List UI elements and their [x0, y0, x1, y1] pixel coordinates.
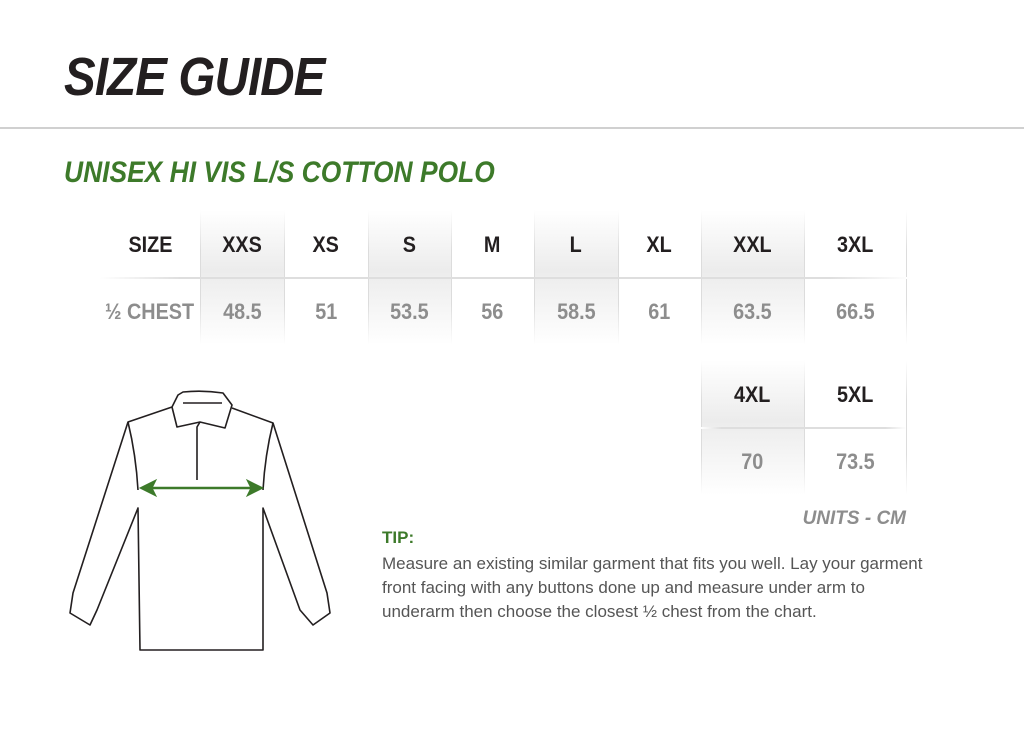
size-header-text: XS	[312, 232, 340, 257]
tip-text: Measure an existing similar garment that fits you well. Lay your garment front facing with any buttons done up and measure under arm to underarm then choose the closest ½ chest from the chart.	[382, 554, 923, 621]
size-header	[368, 212, 451, 278]
size-header-text: L	[569, 232, 583, 257]
size-header	[701, 362, 804, 428]
divider	[0, 127, 1024, 129]
chest-value	[701, 278, 804, 345]
chest-value-text: 66.5	[835, 298, 875, 324]
size-header-text: 3XL	[836, 232, 874, 257]
table-gridline	[100, 277, 910, 279]
size-header-text: XXS	[222, 232, 262, 257]
row-label-size-text: SIZE	[127, 232, 173, 257]
chest-value-text: 63.5	[733, 298, 772, 324]
chest-value	[804, 278, 906, 345]
size-header-text: XL	[646, 232, 673, 257]
size-header	[804, 212, 906, 278]
table-gridline	[701, 427, 906, 429]
chest-value-text: 61	[648, 298, 671, 324]
chest-value-text: 58.5	[556, 298, 596, 324]
tip-label: TIP:	[382, 528, 415, 547]
chest-value	[284, 278, 368, 345]
size-header	[451, 212, 534, 278]
chest-value	[701, 428, 804, 495]
size-header	[200, 212, 284, 278]
chest-measure-arrow	[140, 480, 263, 496]
size-header	[618, 212, 701, 278]
table-gridline	[906, 360, 907, 495]
chest-value	[200, 278, 284, 345]
row-label-size	[100, 212, 200, 278]
size-header	[534, 212, 618, 278]
chest-value	[451, 278, 534, 345]
chest-value-text: 48.5	[222, 298, 262, 324]
size-header-text: XXL	[733, 232, 772, 257]
chest-value	[534, 278, 618, 345]
chest-value	[368, 278, 451, 345]
size-header	[804, 362, 906, 428]
row-label-chest-text: ½ CHEST	[105, 298, 195, 324]
product-title: UNISEX HI VIS L/S COTTON POLO	[64, 156, 495, 189]
size-header	[284, 212, 368, 278]
row-label-chest	[100, 278, 200, 345]
size-header	[701, 212, 804, 278]
chest-value	[618, 278, 701, 345]
chest-value-text: 70	[741, 448, 764, 474]
polo-shirt-illustration	[60, 380, 340, 660]
chest-value-text: 51	[314, 298, 338, 324]
chest-value-text: 56	[481, 298, 504, 324]
chest-value-text: 73.5	[835, 448, 875, 474]
size-header-text: 4XL	[734, 382, 771, 407]
size-header-text: 5XL	[836, 382, 874, 407]
page-title: SIZE GUIDE	[64, 47, 325, 107]
chest-value-text: 53.5	[390, 298, 429, 324]
size-header-text: M	[484, 232, 501, 257]
size-header-text: S	[402, 232, 417, 257]
chest-value	[804, 428, 906, 495]
units-label: UNITS - CM	[802, 508, 906, 529]
